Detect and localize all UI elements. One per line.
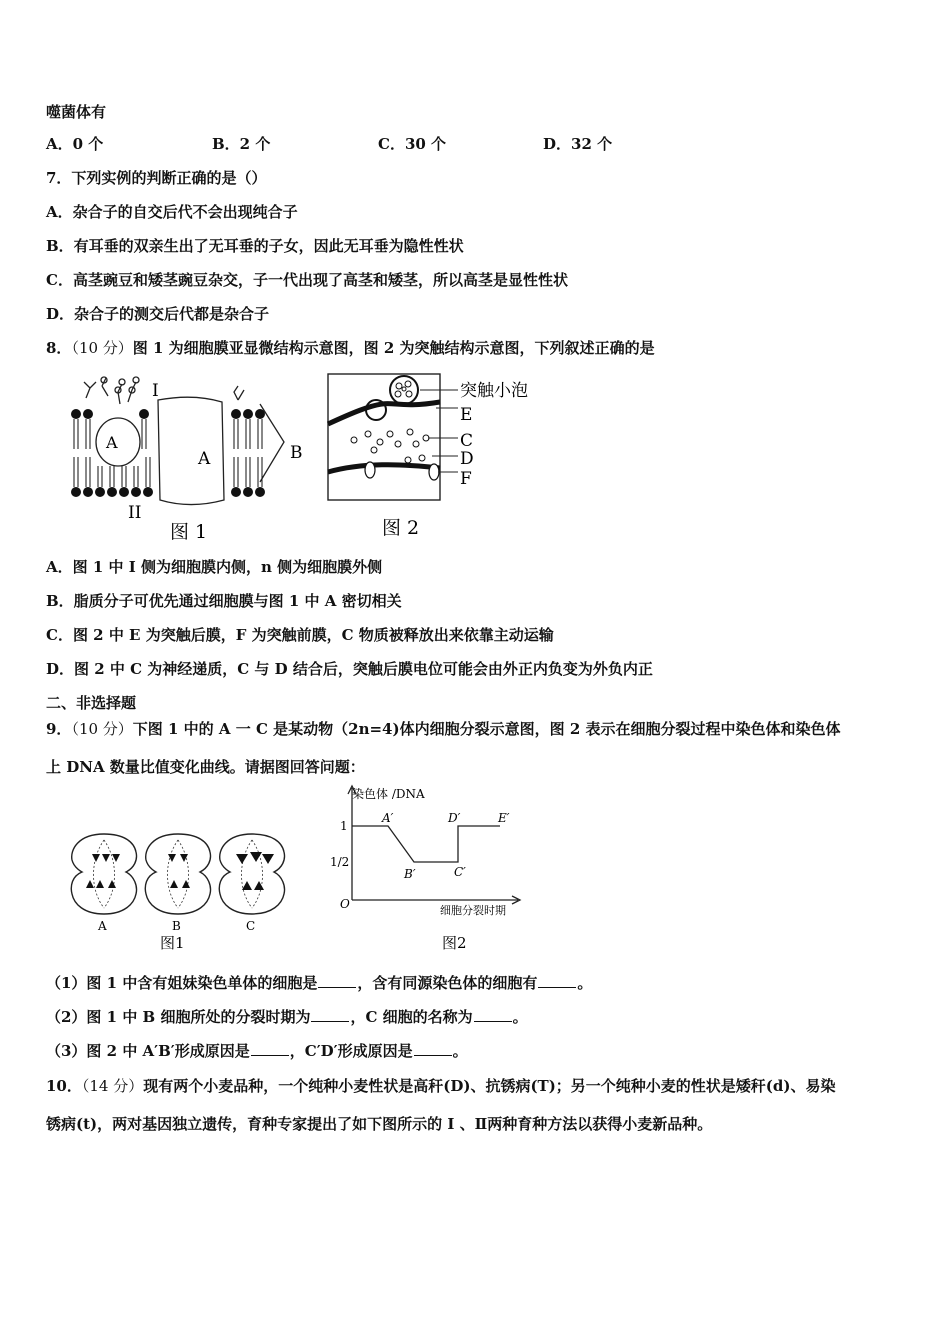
point-A: A′ [382, 811, 394, 825]
q9-score: （10 分） [71, 720, 133, 738]
q7-option-a: A．杂合子的自交后代不会出现纯合子 [46, 203, 298, 221]
q6-option-c: C．30 个 [378, 135, 447, 153]
point-E: E′ [498, 811, 510, 825]
fig2-caption: 图2 [442, 934, 467, 952]
q9-number: 9． [46, 720, 72, 738]
q10-number: 10． [46, 1077, 82, 1095]
axes [348, 786, 520, 904]
ytick-half: 1/2 [330, 855, 350, 869]
q7-stem: 7．下列实例的判断正确的是（） [46, 169, 267, 187]
fig2-caption: 图 2 [382, 517, 420, 539]
q6-option-a: A．0 个 [46, 135, 104, 153]
q9-sub-2-part-1: （2）图 1 中 B 细胞所处的分裂时期为 [46, 1008, 311, 1026]
q8-option-c: C．图 2 中 E 为突触后膜，F 为突触前膜，C 物质被释放出来依靠主动运输 [46, 626, 554, 644]
point-B: B′ [404, 867, 416, 881]
q9-sub-1 [46, 973, 592, 993]
section-2-heading: 二、非选择题 [46, 694, 137, 712]
q10-stem-line-2: 锈病(t)，两对基因独立遗传，育种专家提出了如下图所示的 Ⅰ 、Ⅱ两种育种方法以获得小麦新品种。 [46, 1115, 713, 1133]
answer-blank[interactable] [414, 1041, 452, 1056]
q8-option-d: D．图 2 中 C 为神经递质，C 与 D 结合后，突触后膜电位可能会由外正内负变为外负内正 [46, 660, 653, 678]
answer-blank[interactable] [251, 1041, 289, 1056]
fig2-xlabel: 细胞分裂时期 [440, 904, 506, 917]
q10-stem-text-1: 现有两个小麦品种，一个纯种小麦性状是高秆(D)、抗锈病(T)；另一个纯种小麦的性状是矮秆(d)、易染 [143, 1077, 836, 1095]
fig1-label-II: II [128, 503, 142, 523]
q6-option-b: B．2 个 [212, 135, 271, 153]
cell-outlines [71, 834, 284, 914]
q8-stem [46, 338, 655, 358]
q8-figure-1-membrane [62, 374, 322, 546]
phospholipid-heads [71, 409, 265, 497]
q8-number: 8． [46, 339, 72, 357]
q9-stem-text-1: 下图 1 中的 A 一 C 是某动物（2n=4)体内细胞分裂示意图，图 2 表示在细胞分裂过程中染色体和染色体 [132, 720, 841, 738]
point-C: C′ [454, 865, 466, 879]
q9-figure-1-cells [66, 830, 296, 956]
q9-sub-2 [46, 1007, 528, 1027]
q9-sub-1-part-2: ，含有同源染色体的细胞有 [357, 974, 538, 992]
q9-sub-3-part-1: （3）图 2 中 A′B′形成原因是 [46, 1042, 250, 1060]
q10-stem-line-1 [46, 1076, 835, 1096]
q9-figure-2-curve [328, 782, 528, 954]
q9-sub-1-part-1: （1）图 1 中含有姐妹染色单体的细胞是 [46, 974, 318, 992]
fig1-label-A-small: A [106, 433, 118, 452]
point-D: D′ [448, 811, 461, 825]
ratio-line [352, 826, 500, 862]
q8-figure-2-synapse [324, 372, 544, 542]
q7-option-d: D．杂合子的测交后代都是杂合子 [46, 305, 270, 323]
cell-label-B: B [172, 919, 181, 933]
fig1-caption: 图 1 [170, 521, 208, 543]
answer-blank[interactable] [318, 973, 356, 988]
fig2-ylabel: 染色体 /DNA [352, 787, 425, 801]
answer-blank[interactable] [538, 973, 576, 988]
cell-label-A: A [98, 919, 107, 933]
fig1-label-I: I [152, 381, 159, 401]
fig1-caption: 图1 [160, 934, 185, 952]
q8-stem-text: 图 1 为细胞膜亚显微结构示意图，图 2 为突触结构示意图，下列叙述正确的是 [132, 339, 655, 357]
q9-stem-line-2: 上 DNA 数量比值变化曲线。请据图回答问题： [46, 758, 365, 776]
ytick-1: 1 [340, 819, 348, 833]
fig2-label-D: D [460, 449, 474, 469]
q7-option-c: C．高茎豌豆和矮茎豌豆杂交，子一代出现了高茎和矮茎，所以高茎是显性性状 [46, 271, 568, 289]
cell-label-C: C [246, 919, 256, 933]
q9-sub-2-part-2: ，C 细胞的名称为 [350, 1008, 473, 1026]
fig2-origin: O [340, 897, 350, 911]
answer-blank[interactable] [474, 1007, 512, 1022]
fig2-label-F: F [460, 469, 472, 489]
q10-score: （14 分） [81, 1077, 144, 1095]
q6-option-d: D．32 个 [543, 135, 613, 153]
fig1-label-B: B [290, 443, 303, 463]
q6-stem-tail: 噬菌体有 [46, 103, 107, 121]
answer-blank[interactable] [311, 1007, 349, 1022]
q9-sub-1-part-3: 。 [577, 974, 593, 992]
q9-sub-2-part-3: 。 [512, 1008, 528, 1026]
q9-sub-3-part-3: 。 [452, 1042, 468, 1060]
q9-sub-3 [46, 1041, 468, 1061]
q8-option-a: A．图 1 中 I 侧为细胞膜内侧，n 侧为细胞膜外侧 [46, 558, 383, 576]
q7-option-b: B．有耳垂的双亲生出了无耳垂的子女，因此无耳垂为隐性性状 [46, 237, 464, 255]
fig2-label-E: E [460, 405, 473, 425]
q9-stem-line-1 [46, 719, 840, 739]
q8-option-b: B．脂质分子可优先通过细胞膜与图 1 中 A 密切相关 [46, 592, 402, 610]
q8-score: （10 分） [71, 339, 133, 357]
fig2-label-C: C [460, 431, 474, 451]
fig1-label-A-large: A [198, 449, 211, 469]
q9-sub-3-part-2: ，C′D′形成原因是 [289, 1042, 413, 1060]
fig2-label-vesicle: 突触小泡 [460, 381, 528, 401]
